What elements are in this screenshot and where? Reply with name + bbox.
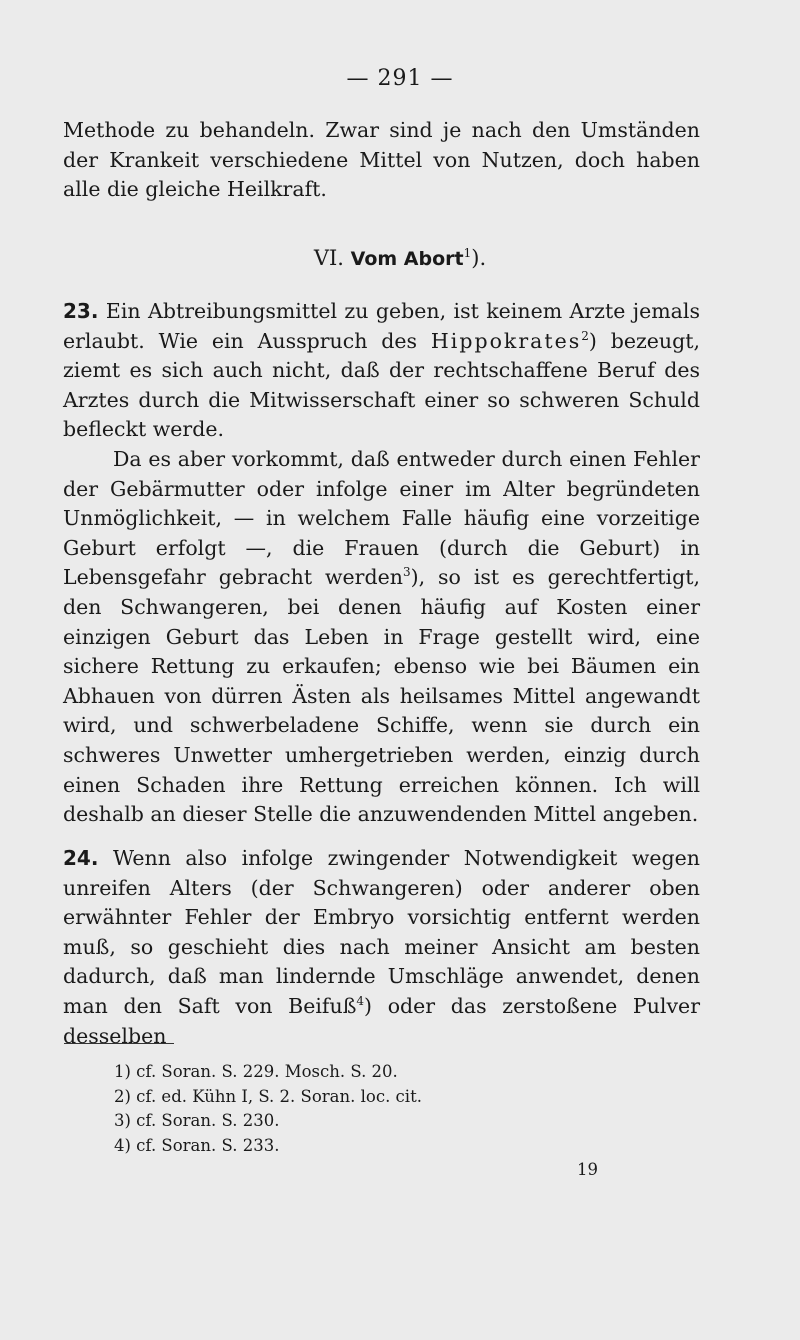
paragraph-number-23: 23. (63, 299, 99, 323)
footnote-3: 3) cf. Soran. S. 230. (114, 1111, 280, 1130)
section-title: Vom Abort (350, 248, 464, 270)
paragraph-number-24: 24. (63, 846, 99, 870)
paragraph-intro-text: Methode zu behandeln. Zwar sind je nach den Umständen der Krankeit verschiedene Mittel von Nutzen, doch haben alle die gleiche Heilkraft. (63, 118, 700, 202)
footnote-4: 4) cf. Soran. S. 233. (114, 1135, 280, 1155)
section-heading (0, 246, 800, 270)
author-name: Hippokrates (430, 328, 582, 353)
paragraph-24 (63, 844, 700, 1051)
section-close: ). (471, 246, 487, 270)
signature-mark: 19 (577, 1160, 598, 1179)
paragraph-24-text-a: Wenn also infolge zwingender Notwendigkeit wegen unreifen Alters (der Schwangeren) oder anderer oben erwähnter Fehler der Embryo vorsichtig entfernt werden muß, so geschieht dies nach meiner Ansicht am besten dadurch, daß man lindernde Umschläge anwendet, denen man den Saft von Beifuß (63, 846, 700, 1018)
paragraph-23 (63, 297, 700, 830)
paragraph-23b-text-b: ), so ist es gerechtfertigt, den Schwangeren, bei denen häufig auf Kosten einer einzigen Geburt das Leben in Frage gestellt wird, eine sichere Rettung zu erkaufen; ebenso wie bei Bäumen ein Abhauen von dürren Ästen als heilsames Mittel angewandt wird, und schwerbeladene Schiffe, wenn sie durch ein schweres Unwetter umhergetrieben werden, einzig durch einen Schaden ihre Rettung erreichen können. Ich will deshalb an dieser Stelle die anzuwendenden Mittel angeben. (63, 565, 700, 827)
footnotes (114, 1060, 674, 1158)
page-number: — 291 — (346, 66, 454, 91)
footnote-ref-2: 2 (581, 328, 589, 343)
footnote-2: 2) cf. ed. Kühn I, S. 2. Soran. loc. cit. (114, 1086, 422, 1106)
paragraph-23-text-a: Ein Abtreibungsmittel zu geben, ist keinem Arzte jemals erlaubt. Wie ein Ausspruch des (63, 299, 700, 353)
paragraph-intro (63, 116, 700, 205)
footnote-ref-3: 3 (402, 565, 411, 580)
paragraph-23-text-b: ) bezeugt, ziemt es sich auch nicht, daß der rechtschaffene Beruf des Arztes durch die Mitwisserschaft einer so schweren Schuld befleckt werde. (63, 328, 701, 442)
footnote-ref-4: 4 (356, 993, 365, 1008)
paragraph-24-text-b: ) oder das zerstoßene Pulver desselben (63, 993, 700, 1048)
section-numeral: VI. (313, 246, 344, 270)
footnote-ref-1: 1 (463, 246, 472, 260)
footnote-divider (64, 1043, 174, 1044)
footnote-1: 1) cf. Soran. S. 229. Mosch. S. 20. (114, 1062, 398, 1081)
paragraph-23b-text-a: Da es aber vorkommt, daß entweder durch einen Fehler der Gebärmutter oder infolge einer im Alter begründeten Unmöglichkeit, — in welchem Falle häufig eine vorzeitige Geburt erfolgt —, die Frauen (durch die Geburt) in Lebensgefahr gebracht werden (63, 446, 700, 590)
